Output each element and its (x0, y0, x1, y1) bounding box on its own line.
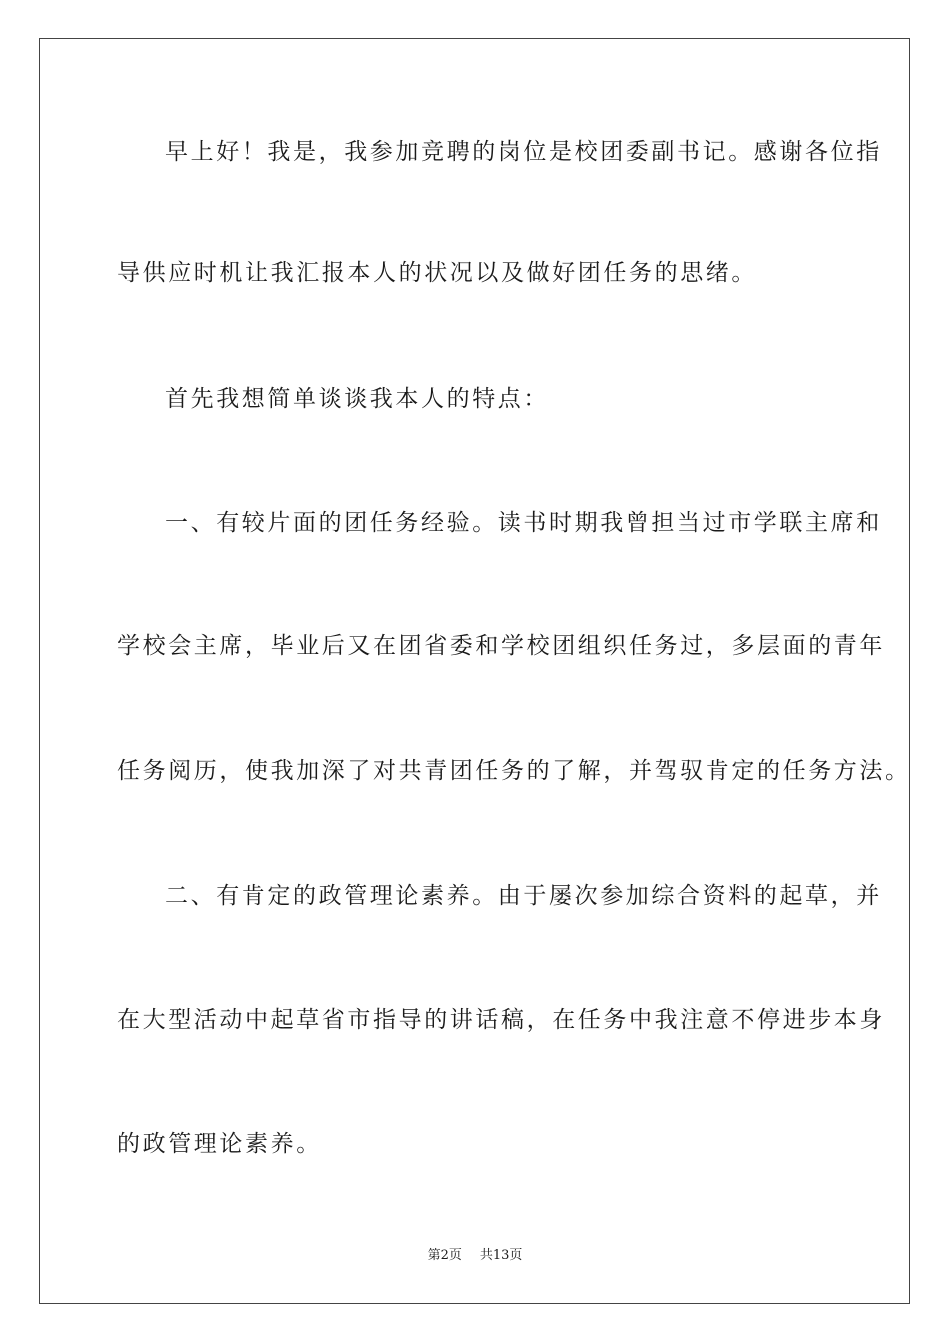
paragraph-line: 在大型活动中起草省市指导的讲话稿，在任务中我注意不停进步本身 (117, 1007, 885, 1033)
paragraph-line: 二、有肯定的政管理论素养。由于屡次参加综合资料的起草，并 (165, 883, 882, 909)
paragraph-line: 学校会主席，毕业后又在团省委和学校团组织任务过，多层面的青年 (117, 633, 885, 659)
paragraph-line: 早上好！我是，我参加竞聘的岗位是校团委副书记。感谢各位指 (165, 139, 882, 165)
paragraph-line: 首先我想简单谈谈我本人的特点： (165, 386, 549, 412)
page-footer (0, 1247, 950, 1265)
paragraph-line: 任务阅历，使我加深了对共青团任务的了解，并驾驭肯定的任务方法。 (117, 758, 911, 784)
paragraph-line: 一、有较片面的团任务经验。读书时期我曾担当过市学联主席和 (165, 510, 882, 536)
paragraph-line: 导供应时机让我汇报本人的状况以及做好团任务的思绪。 (117, 260, 757, 286)
page-border (39, 38, 910, 1304)
page-total: 共13页 (479, 1248, 523, 1263)
paragraph-line: 的政管理论素养。 (117, 1131, 322, 1157)
page-number: 第2页 (427, 1248, 462, 1263)
